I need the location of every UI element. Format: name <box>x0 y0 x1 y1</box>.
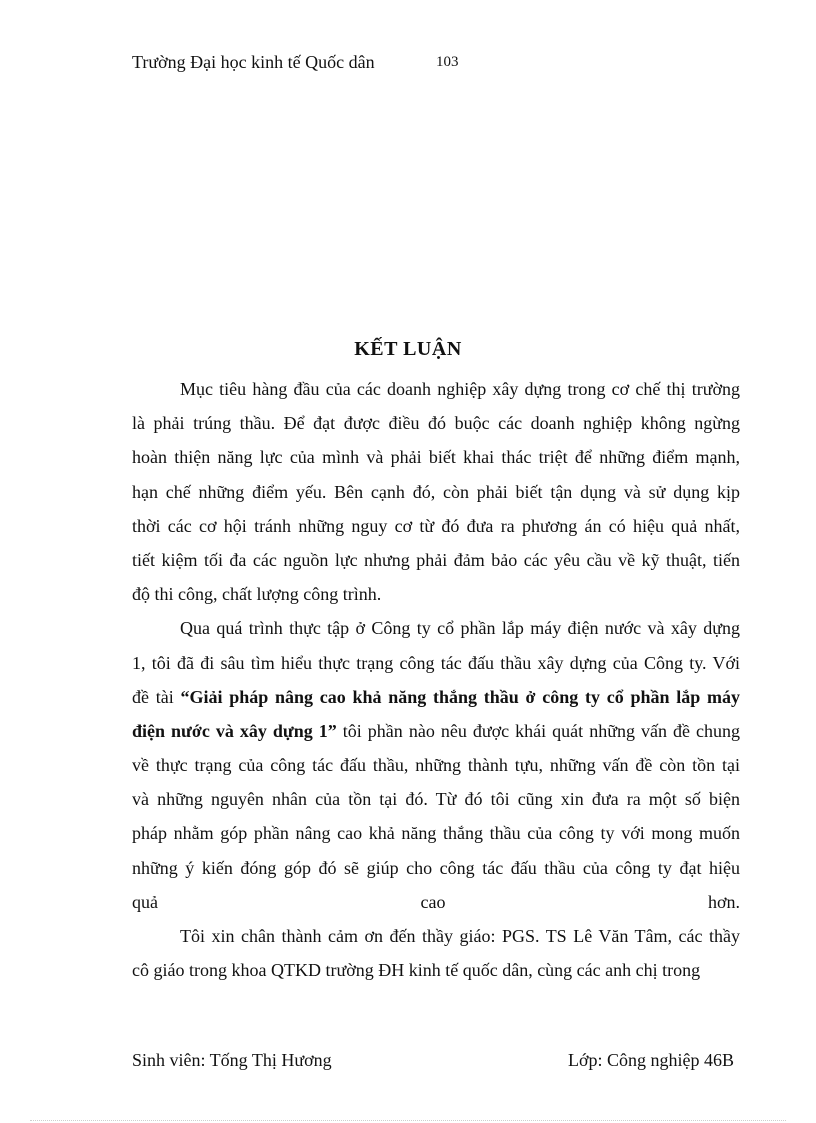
paragraph-line: 1, tôi đã đi sâu tìm hiểu thực trạng công tác đấu thầu xây dựng của Công ty. Với <box>132 652 740 673</box>
thesis-title-bold: điện nước và xây dựng 1” <box>132 720 337 741</box>
conclusion-body <box>132 372 740 987</box>
paragraph-line: và những nguyên nhân của tồn tại đó. Từ đó tôi cũng xin đưa ra một số biện <box>132 789 740 810</box>
paragraph-line: những ý kiến đóng góp đó sẽ giúp cho công tác đấu thầu của công ty đạt hiệu <box>132 857 740 878</box>
paragraph-line: độ thi công, chất lượng công trình. <box>132 584 382 605</box>
word: quả <box>132 891 158 912</box>
word: hơn. <box>707 891 740 912</box>
text-run: đề tài <box>132 686 181 707</box>
paragraph-line: là phải trúng thầu. Để đạt được điều đó buộc các doanh nghiệp không ngừng <box>132 413 740 434</box>
paragraph-line <box>132 714 740 748</box>
page-bottom-divider <box>30 1120 786 1121</box>
page-number: 103 <box>436 54 459 70</box>
paragraph-line: hạn chế những điểm yếu. Bên cạnh đó, còn phải biết tận dụng và sử dụng kịp <box>132 481 740 502</box>
paragraph-line: Qua quá trình thực tập ở Công ty cổ phần lắp máy điện nước và xây dựng <box>180 618 740 639</box>
paragraph-line: Mục tiêu hàng đầu của các doanh nghiệp xây dựng trong cơ chế thị trường <box>180 379 740 399</box>
paragraph-line: về thực trạng của công tác đấu thầu, những thành tựu, những vấn đề còn tồn tại <box>132 755 740 776</box>
section-title: KẾT LUẬN <box>354 338 462 360</box>
page-header-school: Trường Đại học kinh tế Quốc dân <box>132 52 375 72</box>
word: cao <box>420 891 446 912</box>
paragraph-line <box>132 885 740 919</box>
text-run: tôi phần nào nêu được khái quát những vấn đề chung <box>336 720 740 741</box>
paragraph-line: hoàn thiện năng lực của mình và phải biết khai thác triệt để những điểm mạnh, <box>132 447 740 468</box>
paragraph-line: Tôi xin chân thành cảm ơn đến thầy giáo: PGS. TS Lê Văn Tâm, các thầy <box>180 926 740 946</box>
footer-student: Sinh viên: Tống Thị Hương <box>132 1050 332 1070</box>
footer-class: Lớp: Công nghiệp 46B <box>567 1050 734 1070</box>
paragraph-line: cô giáo trong khoa QTKD trường ĐH kinh tế quốc dân, cùng các anh chị trong <box>132 960 701 981</box>
paragraph-line <box>132 680 740 714</box>
paragraph-line: pháp nhằm góp phần nâng cao khả năng thắng thầu của công ty với mong muốn <box>132 823 740 844</box>
paragraph-line: thời các cơ hội tránh những nguy cơ từ đó đưa ra phương án có hiệu quả nhất, <box>132 515 740 536</box>
thesis-title-bold: “Giải pháp nâng cao khả năng thắng thầu ở công ty cổ phần lắp máy <box>180 686 740 707</box>
paragraph-line: tiết kiệm tối đa các nguồn lực nhưng phải đảm bảo các yêu cầu về kỹ thuật, tiến <box>132 549 740 570</box>
